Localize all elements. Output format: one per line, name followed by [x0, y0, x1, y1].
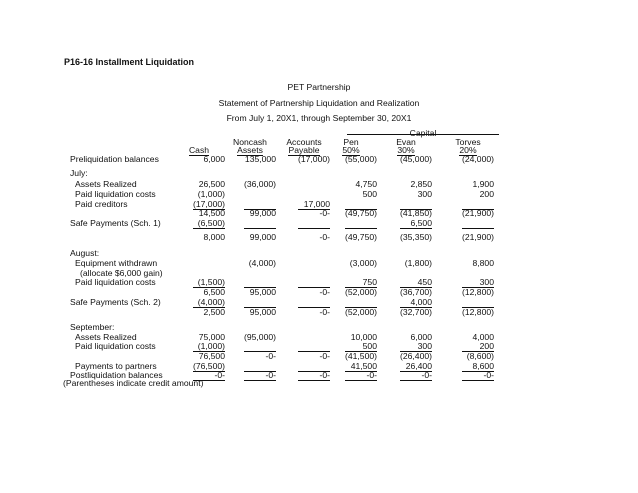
table-cell: 300	[417, 189, 432, 199]
table-cell: (35,350)	[399, 232, 432, 242]
table-cell: (21,900)	[461, 232, 494, 242]
column-header-line1: Noncash	[233, 137, 267, 147]
table-cell: 500	[362, 189, 377, 199]
table-cell: (1,800)	[404, 258, 432, 268]
table-cell: -0-	[319, 351, 330, 361]
subtotal-rule	[462, 380, 494, 381]
table-cell: 26,500	[198, 179, 225, 189]
table-cell: (45,000)	[399, 154, 432, 164]
table-cell: (49,750)	[344, 208, 377, 218]
subtotal-rule	[193, 228, 225, 229]
table-cell: 4,000	[410, 297, 432, 307]
table-cell: -0-	[319, 370, 330, 380]
table-cell: (1,000)	[197, 341, 225, 351]
statement-period: From July 1, 20X1, through September 30, 20X1	[226, 113, 412, 123]
column-header-label: Cash	[188, 145, 210, 155]
table-cell: (41,850)	[399, 208, 432, 218]
table-cell: 14,500	[198, 208, 225, 218]
subtotal-rule	[244, 228, 276, 229]
statement-name: Statement of Partnership Liquidation and Realization	[218, 98, 420, 108]
table-cell: (12,800)	[461, 307, 494, 317]
table-cell: (49,750)	[344, 232, 377, 242]
table-cell: 2,500	[203, 307, 225, 317]
table-cell: -0-	[265, 370, 276, 380]
row-label: July:	[70, 168, 88, 178]
column-header-label: Payable	[288, 145, 320, 155]
row-label: Assets Realized	[75, 179, 137, 189]
row-label: August:	[70, 248, 100, 258]
row-label: Paid creditors	[75, 199, 128, 209]
table-cell: (1,500)	[197, 277, 225, 287]
table-cell: -0-	[421, 370, 432, 380]
table-cell: (41,500)	[344, 351, 377, 361]
row-label: Assets Realized	[75, 332, 137, 342]
table-cell: (6,500)	[197, 218, 225, 228]
table-cell: -0-	[319, 287, 330, 297]
table-cell: 95,000	[249, 307, 276, 317]
table-cell: (32,700)	[399, 307, 432, 317]
table-cell: -0-	[214, 370, 225, 380]
table-cell: -0-	[319, 307, 330, 317]
table-cell: 500	[362, 341, 377, 351]
row-label: Payments to partners	[75, 361, 157, 371]
table-cell: 4,750	[355, 179, 377, 189]
table-cell: 17,000	[303, 199, 330, 209]
table-cell: -0-	[265, 351, 276, 361]
subtotal-rule	[345, 380, 377, 381]
table-cell: 450	[417, 277, 432, 287]
capital-heading: Capital	[409, 128, 437, 138]
row-label: (allocate $6,000 gain)	[80, 268, 163, 278]
table-cell: 95,000	[249, 287, 276, 297]
subtotal-rule	[298, 380, 330, 381]
table-cell: -0-	[319, 232, 330, 242]
column-header-line1: Torves	[455, 137, 481, 147]
column-header-label: Assets	[237, 145, 263, 155]
page-title: P16-16 Installment Liquidation	[64, 57, 195, 67]
table-cell: (52,000)	[344, 287, 377, 297]
column-header-line1: Accounts	[286, 137, 322, 147]
table-cell: 1,900	[472, 179, 494, 189]
table-cell: 200	[479, 189, 494, 199]
table-cell: 750	[362, 277, 377, 287]
table-cell: (8,600)	[466, 351, 494, 361]
footnote: (Parentheses indicate credit amount)	[63, 378, 204, 388]
column-header-label: 30%	[397, 145, 415, 155]
table-cell: 75,000	[198, 332, 225, 342]
table-cell: 26,400	[405, 361, 432, 371]
column-header-line1: Pen	[343, 137, 359, 147]
table-cell: (55,000)	[344, 154, 377, 164]
table-cell: 41,500	[350, 361, 377, 371]
column-header-label: 20%	[459, 145, 477, 155]
table-cell: 200	[479, 341, 494, 351]
table-cell: (36,000)	[243, 179, 276, 189]
table-cell: 10,000	[350, 332, 377, 342]
table-cell: 6,000	[410, 332, 432, 342]
table-cell: 99,000	[249, 232, 276, 242]
table-cell: (17,000)	[297, 154, 330, 164]
table-cell: 6,500	[203, 287, 225, 297]
row-label: Safe Payments (Sch. 1)	[70, 218, 161, 228]
column-header-line1: Evan	[396, 137, 416, 147]
table-cell: 2,850	[410, 179, 432, 189]
table-cell: 6,500	[410, 218, 432, 228]
table-cell: 8,600	[472, 361, 494, 371]
table-cell: 8,800	[472, 258, 494, 268]
table-cell: (3,000)	[349, 258, 377, 268]
statement-entity: PET Partnership	[287, 82, 351, 92]
subtotal-rule	[345, 228, 377, 229]
column-header-label: 50%	[342, 145, 360, 155]
table-cell: (36,700)	[399, 287, 432, 297]
table-cell: 8,000	[203, 232, 225, 242]
table-cell: 300	[417, 341, 432, 351]
table-cell: (21,900)	[461, 208, 494, 218]
table-cell: (52,000)	[344, 307, 377, 317]
subtotal-rule	[298, 228, 330, 229]
table-cell: (12,800)	[461, 287, 494, 297]
row-label: Equipment withdrawn	[75, 258, 158, 268]
table-cell: (95,000)	[243, 332, 276, 342]
table-cell: -0-	[319, 208, 330, 218]
subtotal-rule	[244, 380, 276, 381]
table-cell: -0-	[483, 370, 494, 380]
subtotal-rule	[400, 228, 432, 229]
table-cell: 135,000	[244, 154, 276, 164]
table-cell: (26,400)	[399, 351, 432, 361]
row-label: Paid liquidation costs	[75, 189, 156, 199]
table-cell: (4,000)	[248, 258, 276, 268]
row-label: Safe Payments (Sch. 2)	[70, 297, 161, 307]
row-label: Preliquidation balances	[70, 154, 159, 164]
row-label: Paid liquidation costs	[75, 277, 156, 287]
table-cell: (17,000)	[192, 199, 225, 209]
table-cell: 300	[479, 277, 494, 287]
row-label: Postliquidation balances	[70, 370, 163, 380]
table-cell: 6,000	[203, 154, 225, 164]
table-cell: (76,500)	[192, 361, 225, 371]
row-label: Paid liquidation costs	[75, 341, 156, 351]
row-label: September:	[70, 322, 115, 332]
subtotal-rule	[462, 228, 494, 229]
table-cell: (4,000)	[197, 297, 225, 307]
table-cell: (24,000)	[461, 154, 494, 164]
table-cell: (1,000)	[197, 189, 225, 199]
table-cell: 76,500	[198, 351, 225, 361]
table-cell: -0-	[366, 370, 377, 380]
table-cell: 99,000	[249, 208, 276, 218]
subtotal-rule	[400, 380, 432, 381]
table-cell: 4,000	[472, 332, 494, 342]
